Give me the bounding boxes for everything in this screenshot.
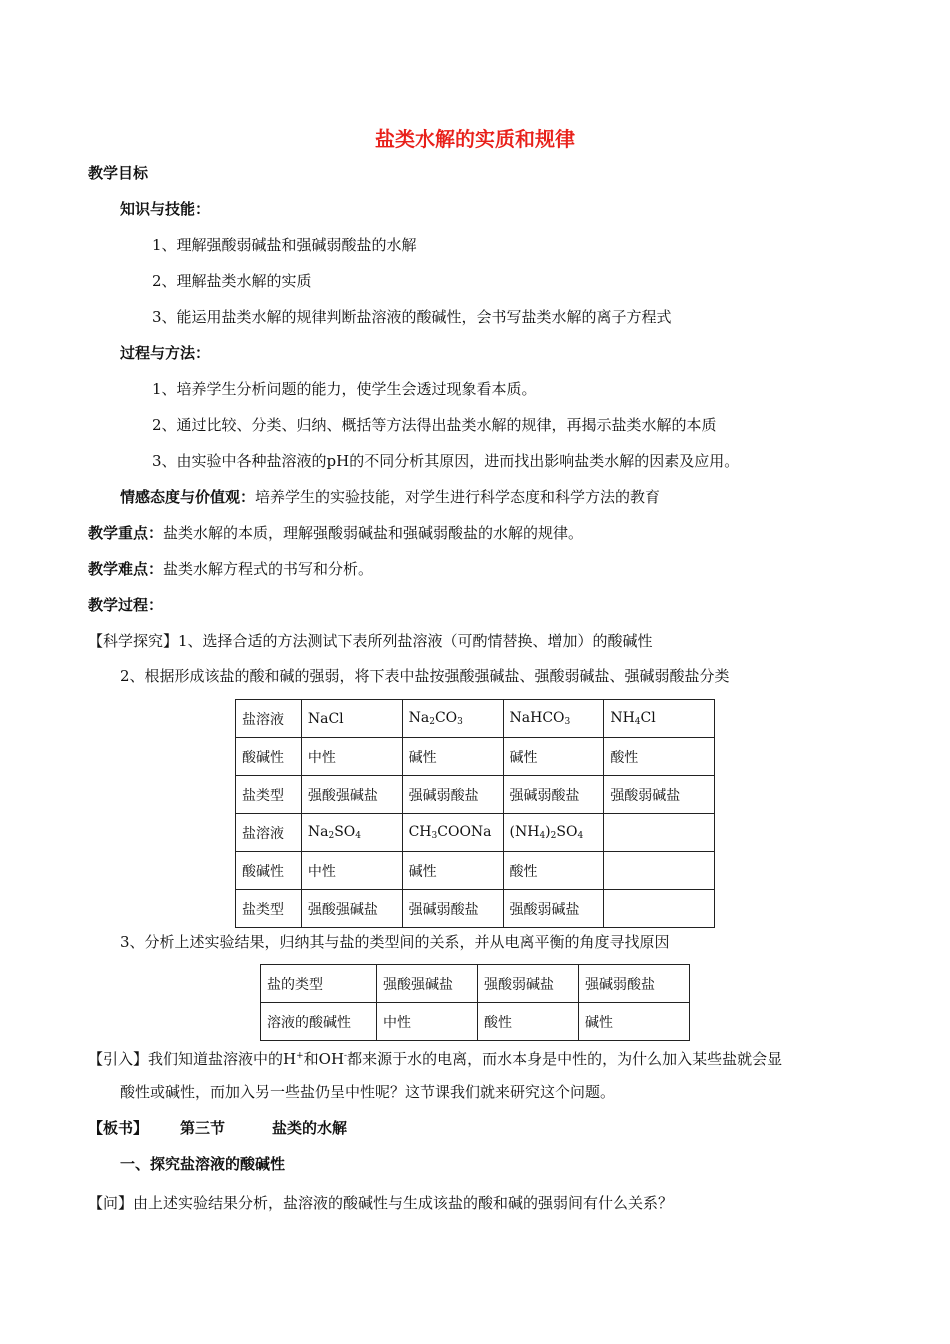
- difficulty-text: 盐类水解方程式的书写和分析。: [163, 560, 374, 578]
- summary-cell: 强酸强碱盐: [377, 965, 478, 1003]
- classification-cell: 酸性: [604, 738, 715, 776]
- emotion-goal: [120, 487, 660, 507]
- explore-line-2: 2、根据形成该盐的酸和碱的强弱，将下表中盐按强酸强碱盐、强酸弱碱盐、强碱弱酸盐分类: [120, 667, 730, 685]
- process-item: 1、培养学生分析问题的能力，使学生会透过现象看本质。: [152, 380, 537, 398]
- summary-row: [261, 965, 690, 1003]
- classification-cell: 强酸弱碱盐: [503, 890, 604, 928]
- process-item: 2、通过比较、分类、归纳、概括等方法得出盐类水解的规律，再揭示盐类水解的本质: [152, 416, 717, 434]
- explore-line-3: 3、分析上述实验结果，归纳其与盐的类型间的关系，并从电离平衡的角度寻找原因: [120, 933, 670, 951]
- knowledge-item: 2、理解盐类水解的实质: [152, 272, 312, 290]
- key-point-label: 教学重点：: [88, 524, 164, 542]
- classification-cell: 中性: [301, 852, 402, 890]
- document-title: 盐类水解的实质和规律: [375, 127, 575, 151]
- classification-cell: 碱性: [402, 852, 503, 890]
- knowledge-heading: 知识与技能：: [120, 200, 211, 218]
- classification-cell: $NH_4Cl$: [604, 700, 715, 738]
- classification-cell: 中性: [301, 738, 402, 776]
- emotion-text: 培养学生的实验技能，对学生进行科学态度和科学方法的教育: [255, 488, 661, 506]
- intro-line-2: 酸性或碱性，而加入另一些盐仍呈中性呢？这节课我们就来研究这个问题。: [120, 1083, 616, 1101]
- intro-line-1: 【引入】我们知道盐溶液中的H+和OH-都来源于水的电离，而水本身是中性的，为什么加入某些盐就会显: [88, 1050, 783, 1068]
- classification-cell: 强酸弱碱盐: [604, 776, 715, 814]
- classification-cell: NaHCO$_3$: [503, 700, 604, 738]
- classification-row: [236, 814, 715, 852]
- classification-cell: 强碱弱酸盐: [402, 890, 503, 928]
- classification-cell: $CH_3COONa$: [402, 814, 503, 852]
- summary-cell: 溶液的酸碱性: [261, 1003, 377, 1041]
- difficulty-label: 教学难点：: [88, 560, 164, 578]
- teaching-process-heading: 教学过程：: [88, 596, 164, 614]
- classification-row: [236, 852, 715, 890]
- salt-type-summary-table: [260, 964, 690, 1041]
- classification-cell: 盐溶液: [236, 700, 302, 738]
- classification-row: [236, 776, 715, 814]
- summary-cell: 盐的类型: [261, 965, 377, 1003]
- classification-row: [236, 700, 715, 738]
- classification-cell: 碱性: [402, 738, 503, 776]
- goals-heading: 教学目标: [88, 164, 149, 182]
- question-line: 【问】由上述实验结果分析，盐溶液的酸碱性与生成该盐的酸和碱的强弱间有什么关系？: [88, 1194, 674, 1212]
- summary-cell: 酸性: [478, 1003, 579, 1041]
- classification-cell: [604, 852, 715, 890]
- process-method-heading: 过程与方法：: [120, 344, 211, 362]
- key-point: [88, 523, 583, 543]
- knowledge-item: 1、理解强酸弱碱盐和强碱弱酸盐的水解: [152, 236, 417, 254]
- classification-cell: $Na_2SO_4$: [301, 814, 402, 852]
- summary-cell: 中性: [377, 1003, 478, 1041]
- explore-line-1: 【科学探究】1、选择合适的方法测试下表所列盐溶液（可酌情替换、增加）的酸碱性: [88, 632, 653, 650]
- classification-cell: 强碱弱酸盐: [503, 776, 604, 814]
- classification-cell: 强酸强碱盐: [301, 776, 402, 814]
- classification-cell: 酸碱性: [236, 852, 302, 890]
- classification-cell: $Na_2CO_3$: [402, 700, 503, 738]
- subsection-heading: 一、探究盐溶液的酸碱性: [120, 1155, 286, 1173]
- summary-cell: 强酸弱碱盐: [478, 965, 579, 1003]
- emotion-label: 情感态度与价值观：: [120, 488, 256, 506]
- board-section: 第三节: [180, 1119, 226, 1137]
- classification-cell: NaCl: [301, 700, 402, 738]
- board-label: 【板书】: [88, 1119, 149, 1137]
- summary-cell: 碱性: [579, 1003, 690, 1041]
- classification-cell: 酸性: [503, 852, 604, 890]
- classification-cell: 酸碱性: [236, 738, 302, 776]
- board-topic: 盐类的水解: [272, 1119, 348, 1137]
- summary-cell: 强碱弱酸盐: [579, 965, 690, 1003]
- classification-row: [236, 890, 715, 928]
- classification-cell: 盐类型: [236, 776, 302, 814]
- classification-cell: [604, 890, 715, 928]
- classification-row: [236, 738, 715, 776]
- classification-cell: 强酸强碱盐: [301, 890, 402, 928]
- classification-cell: 强碱弱酸盐: [402, 776, 503, 814]
- salt-classification-table: [235, 699, 715, 928]
- knowledge-item: 3、能运用盐类水解的规律判断盐溶液的酸碱性，会书写盐类水解的离子方程式: [152, 308, 672, 326]
- summary-row: [261, 1003, 690, 1041]
- classification-cell: 盐类型: [236, 890, 302, 928]
- classification-cell: 盐溶液: [236, 814, 302, 852]
- difficulty: [88, 559, 373, 579]
- classification-cell: [604, 814, 715, 852]
- key-point-text: 盐类水解的本质，理解强酸弱碱盐和强碱弱酸盐的水解的规律。: [163, 524, 584, 542]
- classification-cell: 碱性: [503, 738, 604, 776]
- classification-cell: $(NH_4)_2SO_4$: [503, 814, 604, 852]
- process-item: 3、由实验中各种盐溶液的pH的不同分析其原因，进而找出影响盐类水解的因素及应用。: [152, 452, 740, 470]
